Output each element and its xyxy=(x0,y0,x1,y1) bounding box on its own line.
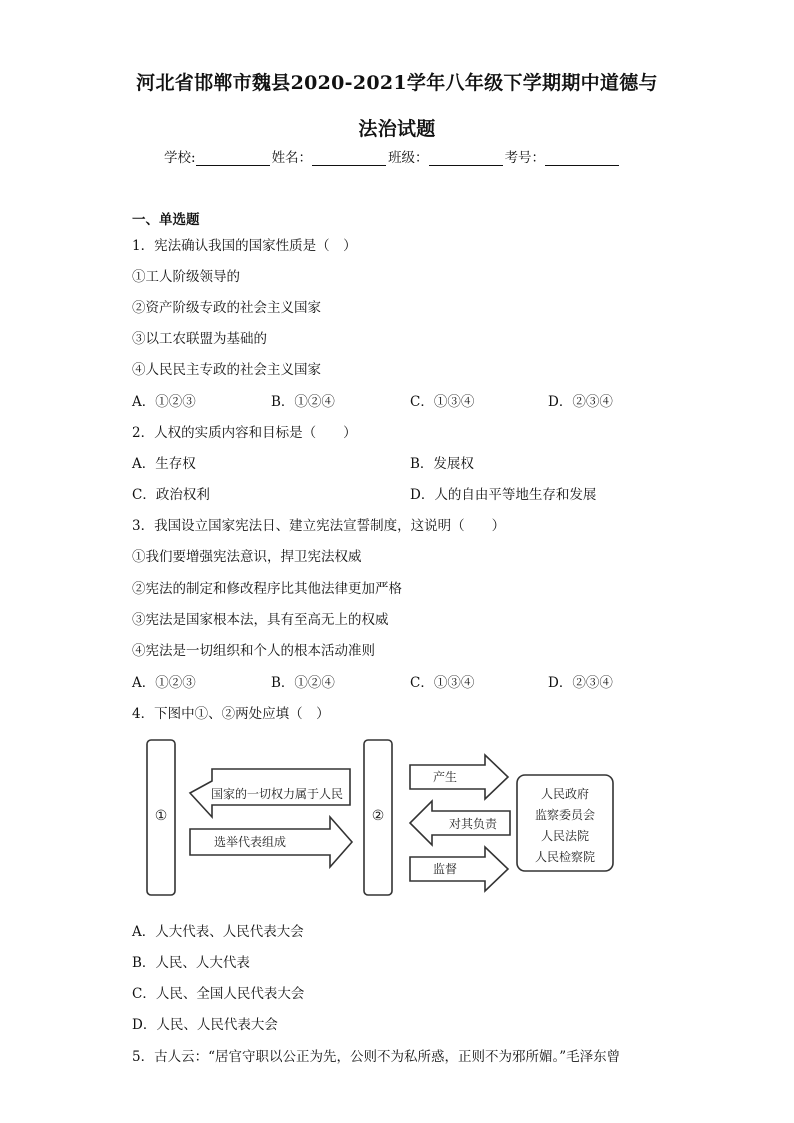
q4-option-d[interactable]: D．人民、人民代表大会 xyxy=(132,1017,278,1033)
q3-option-d[interactable]: D．②③④ xyxy=(548,675,613,691)
class-blank xyxy=(429,151,503,166)
diagram-arrow-right-label: 选举代表组成 xyxy=(213,835,287,849)
q1-option-c[interactable]: C．①③④ xyxy=(410,394,475,410)
q1-item-3: ③以工农联盟为基础的 xyxy=(132,331,267,347)
exam-no-blank xyxy=(545,151,619,166)
q1-item-1: ①工人阶级领导的 xyxy=(132,269,240,285)
q4-option-b[interactable]: B．人民、人大代表 xyxy=(132,955,250,971)
diagram-arrow-left-label: 国家的一切权力属于人民 xyxy=(210,787,344,801)
q2-option-c[interactable]: C．政治权利 xyxy=(132,487,210,503)
q4-stem: 4．下图中①、②两处应填（ ） xyxy=(132,706,330,722)
q2-option-a[interactable]: A．生存权 xyxy=(132,456,196,472)
diagram-organ-4: 人民检察院 xyxy=(534,850,596,864)
q3-stem: 3．我国设立国家宪法日、建立宪法宣誓制度，这说明（ ） xyxy=(132,518,506,534)
q4-diagram xyxy=(140,735,620,900)
diagram-arrow-produce xyxy=(410,755,508,799)
document-title-line2: 法治试题 xyxy=(358,118,436,140)
diagram-supervise-label: 监督 xyxy=(432,862,458,876)
name-blank xyxy=(312,151,386,166)
q1-option-a[interactable]: A．①②③ xyxy=(132,394,196,410)
q3-item-4: ④宪法是一切组织和个人的根本活动准则 xyxy=(132,643,375,659)
q3-option-b[interactable]: B．①②④ xyxy=(271,675,335,691)
document-title-line1: 河北省邯郸市魏县2020-2021学年八年级下学期期中道德与 xyxy=(136,72,658,94)
diagram-box-2-label: ② xyxy=(371,808,385,824)
diagram-arrow-supervise xyxy=(410,847,508,891)
q2-option-b[interactable]: B．发展权 xyxy=(410,456,474,472)
diagram-organ-1: 人民政府 xyxy=(540,787,590,801)
name-label: 姓名： xyxy=(271,150,313,166)
diagram-produce-label: 产生 xyxy=(432,770,458,784)
class-label: 班级： xyxy=(388,150,429,166)
q3-item-3: ③宪法是国家根本法，具有至高无上的权威 xyxy=(132,612,389,628)
q5-stem: 5．古人云：“居官守职以公正为先，公则不为私所惑，正则不为邪所媚。”毛泽东曾 xyxy=(132,1049,621,1065)
exam-no-label: 考号： xyxy=(504,150,546,166)
student-info-row xyxy=(164,146,621,166)
diagram-organ-3: 人民法院 xyxy=(540,829,590,843)
q3-item-1: ①我们要增强宪法意识，捍卫宪法权威 xyxy=(132,549,362,565)
section-title: 一、单选题 xyxy=(132,212,200,228)
q3-option-a[interactable]: A．①②③ xyxy=(132,675,196,691)
q2-stem: 2．人权的实质内容和目标是（ ） xyxy=(132,425,357,441)
q1-option-b[interactable]: B．①②④ xyxy=(271,394,335,410)
school-blank xyxy=(196,151,270,166)
q1-stem: 1．宪法确认我国的国家性质是（ ） xyxy=(132,238,357,254)
q4-option-a[interactable]: A．人大代表、人民代表大会 xyxy=(132,924,304,940)
q2-option-d[interactable]: D．人的自由平等地生存和发展 xyxy=(410,487,597,503)
q1-item-4: ④人民民主专政的社会主义国家 xyxy=(132,362,321,378)
q1-option-d[interactable]: D．②③④ xyxy=(548,394,613,410)
q3-option-c[interactable]: C．①③④ xyxy=(410,675,475,691)
q1-item-2: ②资产阶级专政的社会主义国家 xyxy=(132,300,321,316)
q3-item-2: ②宪法的制定和修改程序比其他法律更加严格 xyxy=(132,581,402,597)
diagram-responsible-label: 对其负责 xyxy=(448,817,498,831)
school-label: 学校: xyxy=(164,150,196,166)
diagram-box-1-label: ① xyxy=(154,808,168,824)
q4-option-c[interactable]: C．人民、全国人民代表大会 xyxy=(132,986,305,1002)
diagram-organ-2: 监察委员会 xyxy=(534,808,596,822)
